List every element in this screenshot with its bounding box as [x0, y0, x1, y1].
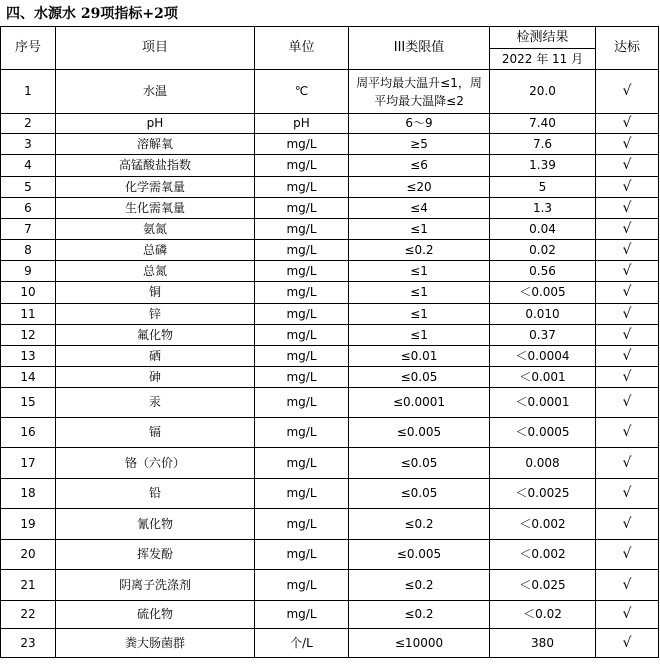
header-no: 序号: [1, 27, 56, 70]
header-result-date: 2022 年 11 月: [490, 49, 596, 70]
cell-pass: √: [596, 540, 659, 570]
cell-unit: mg/L: [255, 479, 349, 509]
cell-result: 0.56: [490, 261, 596, 282]
cell-no: 22: [1, 601, 56, 629]
table-row: [1, 198, 659, 219]
cell-item: 高锰酸盐指数: [56, 155, 255, 177]
cell-unit: mg/L: [255, 282, 349, 304]
cell-no: 16: [1, 418, 56, 448]
cell-item: 粪大肠菌群: [56, 629, 255, 658]
table-row: [1, 282, 659, 304]
table-row: [1, 325, 659, 346]
cell-pass: √: [596, 629, 659, 658]
cell-limit: 6～9: [349, 114, 490, 134]
cell-item: 生化需氧量: [56, 198, 255, 219]
cell-result: ＜0.005: [490, 282, 596, 304]
table-row: [1, 304, 659, 325]
cell-unit: mg/L: [255, 540, 349, 570]
cell-limit: ≤0.05: [349, 479, 490, 509]
cell-item: 挥发酚: [56, 540, 255, 570]
table-row: [1, 448, 659, 479]
cell-item: 氟化物: [56, 325, 255, 346]
header-result: 检测结果: [490, 27, 596, 49]
cell-limit: ≤0.2: [349, 601, 490, 629]
cell-result: ＜0.025: [490, 570, 596, 601]
cell-result: ＜0.0004: [490, 346, 596, 367]
cell-result: 7.6: [490, 134, 596, 155]
cell-no: 6: [1, 198, 56, 219]
cell-result: 0.02: [490, 240, 596, 261]
cell-item: 化学需氧量: [56, 177, 255, 198]
header-pass: 达标: [596, 27, 659, 70]
cell-pass: √: [596, 325, 659, 346]
table-row: [1, 479, 659, 509]
cell-limit: ≤20: [349, 177, 490, 198]
table-row: [1, 219, 659, 240]
cell-unit: mg/L: [255, 198, 349, 219]
cell-no: 13: [1, 346, 56, 367]
cell-unit: mg/L: [255, 177, 349, 198]
cell-no: 17: [1, 448, 56, 479]
cell-pass: √: [596, 418, 659, 448]
cell-pass: √: [596, 509, 659, 540]
cell-no: 20: [1, 540, 56, 570]
cell-pass: √: [596, 134, 659, 155]
cell-unit: mg/L: [255, 570, 349, 601]
cell-no: 3: [1, 134, 56, 155]
cell-no: 2: [1, 114, 56, 134]
table-row: [1, 346, 659, 367]
cell-limit: ≤0.2: [349, 240, 490, 261]
cell-unit: ℃: [255, 70, 349, 114]
section-title: 四、水源水 29项指标+2项: [6, 6, 178, 22]
cell-result: 7.40: [490, 114, 596, 134]
cell-limit: ≤0.0001: [349, 388, 490, 418]
cell-result: ＜0.0025: [490, 479, 596, 509]
cell-item: pH: [56, 114, 255, 134]
cell-pass: √: [596, 198, 659, 219]
table-row: [1, 134, 659, 155]
cell-no: 23: [1, 629, 56, 658]
table-body: [1, 70, 659, 658]
cell-limit: ≤4: [349, 198, 490, 219]
cell-item: 硫化物: [56, 601, 255, 629]
table-row: [1, 114, 659, 134]
cell-item: 阴离子洗涤剂: [56, 570, 255, 601]
cell-limit: ≤1: [349, 325, 490, 346]
cell-unit: mg/L: [255, 601, 349, 629]
cell-item: 溶解氧: [56, 134, 255, 155]
cell-result: ＜0.02: [490, 601, 596, 629]
cell-item: 镉: [56, 418, 255, 448]
header-limit: III类限值: [349, 27, 490, 70]
cell-limit: ≤0.005: [349, 418, 490, 448]
cell-unit: mg/L: [255, 261, 349, 282]
cell-no: 21: [1, 570, 56, 601]
cell-unit: mg/L: [255, 509, 349, 540]
cell-pass: √: [596, 261, 659, 282]
cell-no: 1: [1, 70, 56, 114]
cell-unit: pH: [255, 114, 349, 134]
cell-no: 5: [1, 177, 56, 198]
cell-unit: mg/L: [255, 304, 349, 325]
cell-pass: √: [596, 570, 659, 601]
cell-no: 9: [1, 261, 56, 282]
cell-limit: ≤1: [349, 261, 490, 282]
cell-item: 水温: [56, 70, 255, 114]
cell-result: 5: [490, 177, 596, 198]
table-row: [1, 261, 659, 282]
cell-pass: √: [596, 70, 659, 114]
cell-limit: ≤0.01: [349, 346, 490, 367]
table-row: [1, 540, 659, 570]
cell-limit: ≤6: [349, 155, 490, 177]
cell-item: 铅: [56, 479, 255, 509]
cell-item: 氨氮: [56, 219, 255, 240]
cell-limit: ≤1: [349, 219, 490, 240]
cell-pass: √: [596, 448, 659, 479]
table-row: [1, 570, 659, 601]
cell-no: 7: [1, 219, 56, 240]
table-row: [1, 367, 659, 388]
cell-no: 4: [1, 155, 56, 177]
cell-item: 铬（六价）: [56, 448, 255, 479]
cell-result: 1.3: [490, 198, 596, 219]
cell-limit: ≤0.2: [349, 570, 490, 601]
table-row: [1, 629, 659, 658]
cell-unit: mg/L: [255, 418, 349, 448]
cell-pass: √: [596, 282, 659, 304]
cell-unit: mg/L: [255, 134, 349, 155]
cell-item: 氰化物: [56, 509, 255, 540]
cell-no: 8: [1, 240, 56, 261]
cell-pass: √: [596, 601, 659, 629]
cell-result: 0.008: [490, 448, 596, 479]
cell-result: 0.010: [490, 304, 596, 325]
cell-item: 锌: [56, 304, 255, 325]
cell-unit: mg/L: [255, 367, 349, 388]
cell-no: 14: [1, 367, 56, 388]
cell-result: ＜0.002: [490, 540, 596, 570]
cell-result: 1.39: [490, 155, 596, 177]
cell-pass: √: [596, 388, 659, 418]
header-unit: 单位: [255, 27, 349, 70]
cell-no: 11: [1, 304, 56, 325]
cell-limit: ≤10000: [349, 629, 490, 658]
cell-no: 19: [1, 509, 56, 540]
cell-unit: mg/L: [255, 448, 349, 479]
cell-limit: ≤1: [349, 282, 490, 304]
cell-limit: ≥5: [349, 134, 490, 155]
cell-limit: ≤0.05: [349, 367, 490, 388]
cell-unit: mg/L: [255, 240, 349, 261]
cell-item: 总氮: [56, 261, 255, 282]
table-row: [1, 240, 659, 261]
cell-result: ＜0.0005: [490, 418, 596, 448]
cell-result: 20.0: [490, 70, 596, 114]
cell-no: 15: [1, 388, 56, 418]
cell-no: 18: [1, 479, 56, 509]
table-row: [1, 601, 659, 629]
cell-result: 0.37: [490, 325, 596, 346]
cell-unit: mg/L: [255, 155, 349, 177]
cell-unit: mg/L: [255, 325, 349, 346]
cell-result: ＜0.002: [490, 509, 596, 540]
cell-pass: √: [596, 479, 659, 509]
cell-pass: √: [596, 304, 659, 325]
cell-pass: √: [596, 219, 659, 240]
cell-unit: mg/L: [255, 219, 349, 240]
cell-no: 12: [1, 325, 56, 346]
header-item: 项目: [56, 27, 255, 70]
cell-unit: mg/L: [255, 346, 349, 367]
cell-item: 汞: [56, 388, 255, 418]
cell-item: 硒: [56, 346, 255, 367]
cell-pass: √: [596, 177, 659, 198]
cell-unit: 个/L: [255, 629, 349, 658]
table-row: [1, 418, 659, 448]
cell-pass: √: [596, 346, 659, 367]
cell-item: 砷: [56, 367, 255, 388]
cell-pass: √: [596, 114, 659, 134]
cell-no: 10: [1, 282, 56, 304]
table-row: [1, 177, 659, 198]
cell-pass: √: [596, 155, 659, 177]
cell-pass: √: [596, 240, 659, 261]
cell-limit: ≤1: [349, 304, 490, 325]
cell-unit: mg/L: [255, 388, 349, 418]
table-row: [1, 155, 659, 177]
cell-result: ＜0.0001: [490, 388, 596, 418]
cell-limit: ≤0.05: [349, 448, 490, 479]
cell-limit: ≤0.005: [349, 540, 490, 570]
table-row: [1, 388, 659, 418]
cell-result: ＜0.001: [490, 367, 596, 388]
cell-item: 铜: [56, 282, 255, 304]
cell-result: 380: [490, 629, 596, 658]
cell-pass: √: [596, 367, 659, 388]
cell-limit: 周平均最大温升≤1，周平均最大温降≤2: [349, 70, 490, 114]
cell-limit: ≤0.2: [349, 509, 490, 540]
water-quality-table: [0, 26, 659, 658]
table-row: [1, 509, 659, 540]
cell-result: 0.04: [490, 219, 596, 240]
table-row: [1, 70, 659, 114]
cell-item: 总磷: [56, 240, 255, 261]
